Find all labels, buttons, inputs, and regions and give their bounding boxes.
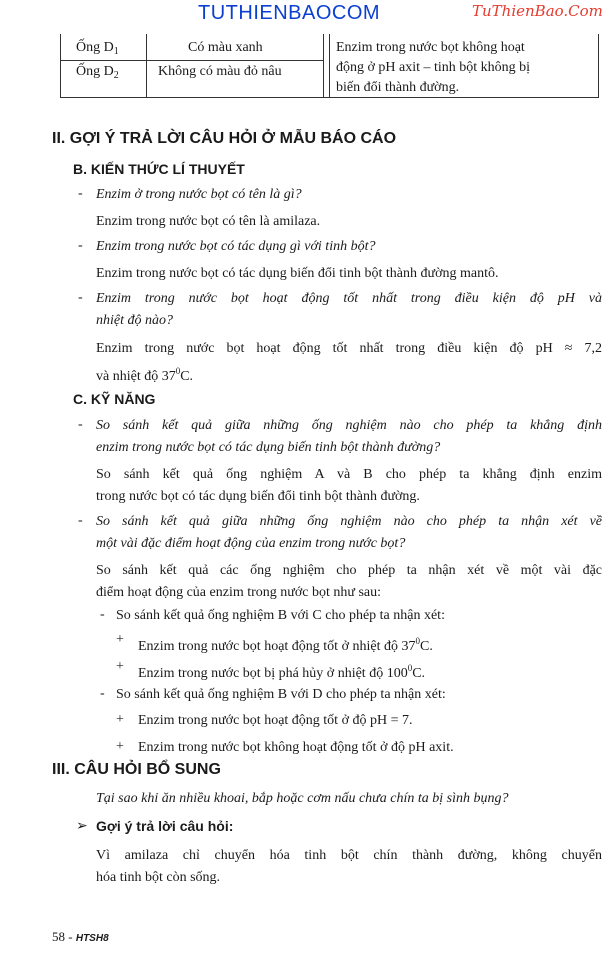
skills-answer-1-line-1: So sánh kết quả ống nghiệm A và B cho phép ta khẳng định enzim	[96, 467, 602, 482]
watermark-right: TuThienBao.Com	[472, 2, 603, 20]
dash-marker: -	[78, 238, 83, 253]
skills-question-2-line-1: So sánh kết quả giữa những ống nghiệm nào cho phép ta nhận xét về	[96, 514, 602, 529]
table-row-2-color: Không có màu đỏ nâu	[158, 64, 282, 79]
page-number: 58 -	[52, 929, 73, 944]
hint-answer-line-2: hóa tinh bột còn sống.	[96, 870, 221, 885]
comparison-2: So sánh kết quả ống nghiệm B với D cho phép ta nhận xét:	[116, 687, 446, 702]
skills-question-1-line-1: So sánh kết quả giữa những ống nghiệm nào cho phép ta khẳng định	[96, 418, 602, 433]
hint-answer-line-1: Vì amilaza chỉ chuyển hóa tinh bột chín thành đường, không chuyển	[96, 848, 602, 863]
theory-answer-2: Enzim trong nước bọt có tác dụng biến đổi tinh bột thành đường mantô.	[96, 266, 499, 281]
dash-marker: -	[78, 290, 83, 305]
table-explanation-line-2: động ở pH axit – tinh bột không bị	[336, 60, 531, 75]
comparison-2-bullet-1: Enzim trong nước bọt hoạt động tốt ở độ pH = 7.	[138, 713, 413, 728]
section-3-title: III. CÂU HỎI BỔ SUNG	[52, 761, 221, 778]
table-explanation-line-1: Enzim trong nước bọt không hoạt	[336, 40, 525, 55]
comparison-2-bullet-2: Enzim trong nước bọt không hoạt động tốt ở độ pH axit.	[138, 740, 454, 755]
table-row-1-color: Có màu xanh	[188, 40, 263, 55]
page-footer	[52, 929, 109, 945]
comparison-1: So sánh kết quả ống nghiệm B với C cho phép ta nhận xét:	[116, 608, 445, 623]
comparison-1-bullet-2: Enzim trong nước bọt bị phá hủy ở nhiệt độ $100^0C$.	[138, 663, 426, 681]
arrow-bullet-icon: ➢	[76, 819, 88, 834]
bullet-plus: +	[116, 659, 124, 674]
theory-question-3-line-2: nhiệt độ nào?	[96, 313, 173, 328]
theory-answer-3-line-2: và nhiệt độ $37^0C$.	[96, 366, 194, 384]
theory-question-2: Enzim trong nước bọt có tác dụng gì với tinh bột?	[96, 239, 376, 254]
table-explanation-line-3: biến đổi thành đường.	[336, 80, 460, 95]
theory-question-1: Enzim ở trong nước bọt có tên là gì?	[96, 187, 302, 202]
skills-answer-2-line-2: điểm hoạt động của enzim trong nước bọt như sau:	[96, 585, 382, 600]
bullet-plus: +	[116, 632, 124, 647]
theory-heading: B. KIẾN THỨC LÍ THUYẾT	[73, 161, 245, 177]
dash-marker: -	[78, 513, 83, 528]
dash-marker: -	[78, 417, 83, 432]
skills-answer-1-line-2: trong nước bọt có tác dụng biến đổi tinh bột thành đường.	[96, 489, 420, 504]
supplementary-question: Tại sao khi ăn nhiều khoai, bắp hoặc cơm nấu chưa chín ta bị sình bụng?	[96, 791, 509, 806]
comparison-1-bullet-1: Enzim trong nước bọt hoạt động tốt ở nhiệt độ $37^0C$.	[138, 636, 433, 654]
section-2-title: II. GỢI Ý TRẢ LỜI CÂU HỎI Ở MẪU BÁO CÁO	[52, 130, 397, 147]
bullet-plus: +	[116, 739, 124, 754]
theory-question-3-line-1: Enzim trong nước bọt hoạt động tốt nhất trong điều kiện độ pH và	[96, 291, 602, 306]
hint-heading: Gợi ý trả lời câu hỏi:	[96, 818, 234, 834]
skills-question-2-line-2: một vài đặc điểm hoạt động của enzim trong nước bọt?	[96, 536, 406, 551]
skills-heading: C. KỸ NĂNG	[73, 391, 156, 407]
theory-answer-1: Enzim trong nước bọt có tên là amilaza.	[96, 214, 321, 229]
theory-answer-3-line-1: Enzim trong nước bọt hoạt động tốt nhất trong điều kiện độ pH ≈ 7,2	[96, 341, 602, 356]
dash-marker: -	[78, 186, 83, 201]
dash-marker: -	[100, 607, 105, 622]
skills-answer-2-line-1: So sánh kết quả các ống nghiệm cho phép ta nhận xét về một vài đặc	[96, 563, 602, 578]
table-row-2-tube: Ống $D_2$	[76, 64, 119, 81]
watermark-left: TUTHIENBAOCOM	[198, 2, 381, 24]
skills-question-1-line-2: enzim trong nước bọt có tác dụng biến tinh bột thành đường?	[96, 440, 441, 455]
table-row-1-tube: Ống $D_1$	[76, 40, 119, 57]
dash-marker: -	[100, 686, 105, 701]
book-code: HTSH8	[75, 933, 109, 944]
bullet-plus: +	[116, 712, 124, 727]
